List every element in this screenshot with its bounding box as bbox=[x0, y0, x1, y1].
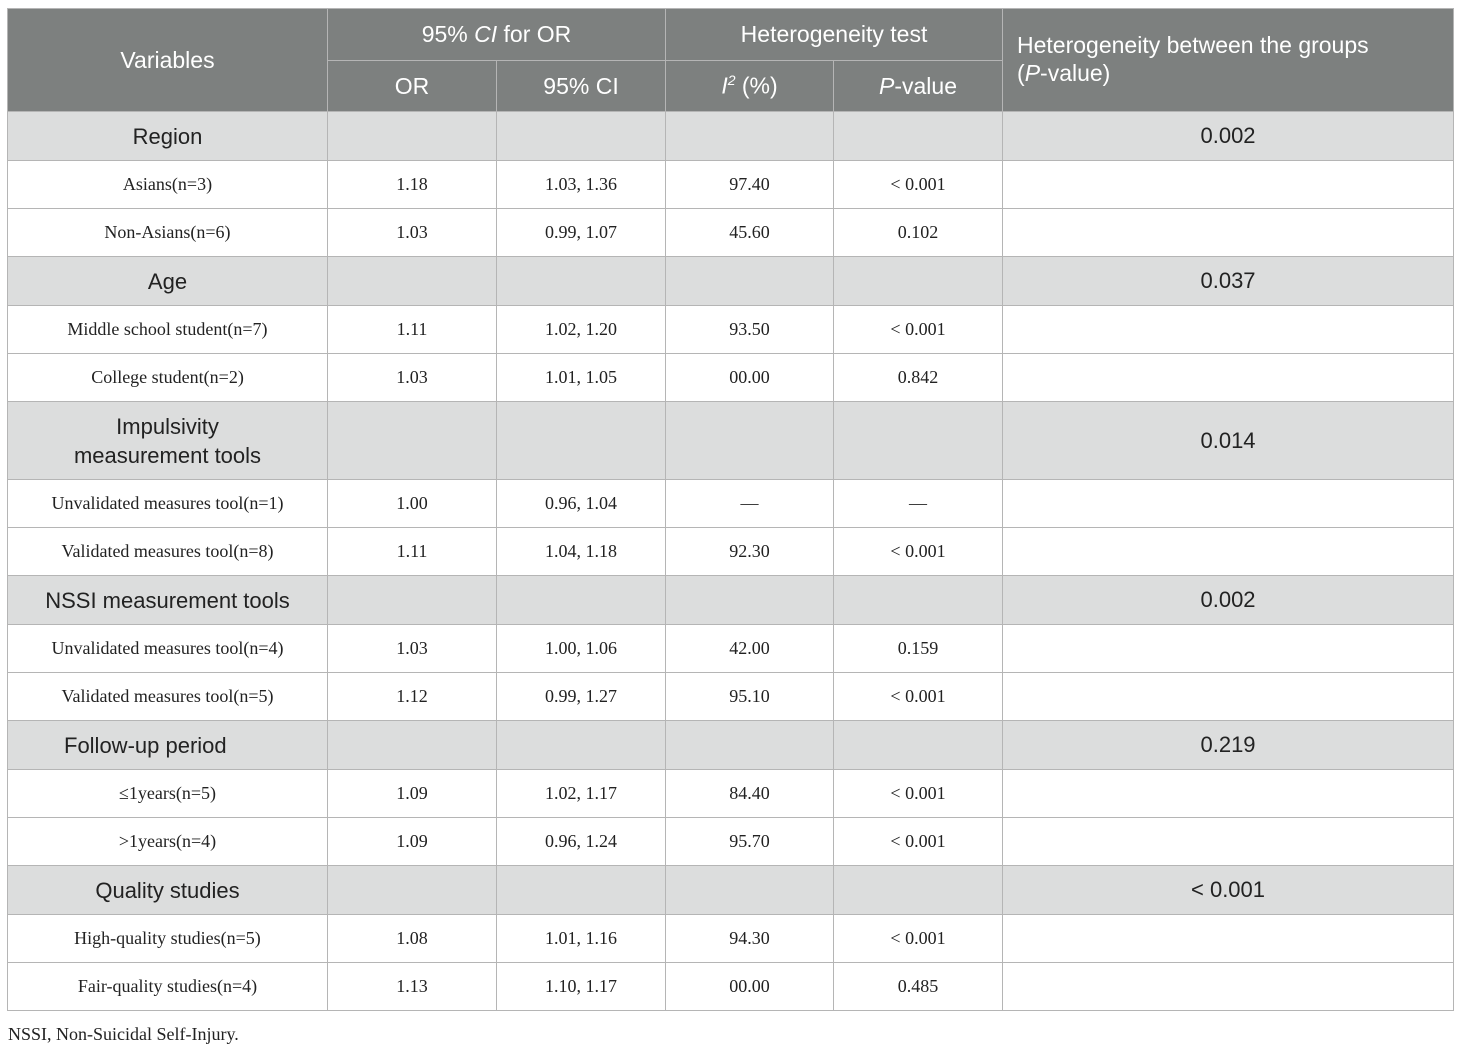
cell-variable: High-quality studies(n=5) bbox=[8, 915, 328, 963]
cell-p: — bbox=[834, 480, 1003, 528]
cell-or: 1.12 bbox=[328, 673, 497, 721]
cell-p: < 0.001 bbox=[834, 915, 1003, 963]
cell-p: < 0.001 bbox=[834, 818, 1003, 866]
cell-ci: 0.99, 1.07 bbox=[497, 209, 666, 257]
cell-or: 1.18 bbox=[328, 161, 497, 209]
group-label: Region bbox=[8, 112, 328, 161]
group-heterogeneity-p: 0.002 bbox=[1003, 112, 1454, 161]
cell-i2: 92.30 bbox=[666, 528, 834, 576]
cell-i2: 00.00 bbox=[666, 354, 834, 402]
header-95-ci: 95% CI bbox=[497, 61, 666, 112]
table-row bbox=[8, 625, 1454, 673]
cell-p: < 0.001 bbox=[834, 528, 1003, 576]
cell-ci: 1.10, 1.17 bbox=[497, 963, 666, 1011]
cell-i2: 94.30 bbox=[666, 915, 834, 963]
cell-or: 1.08 bbox=[328, 915, 497, 963]
cell-p: < 0.001 bbox=[834, 306, 1003, 354]
cell-ci: 0.96, 1.04 bbox=[497, 480, 666, 528]
cell-variable: College student(n=2) bbox=[8, 354, 328, 402]
cell-p: < 0.001 bbox=[834, 673, 1003, 721]
group-row-region bbox=[8, 112, 1454, 161]
cell-ci: 1.01, 1.05 bbox=[497, 354, 666, 402]
cell-variable: Non-Asians(n=6) bbox=[8, 209, 328, 257]
table-row bbox=[8, 480, 1454, 528]
cell-or: 1.09 bbox=[328, 818, 497, 866]
group-label: Impulsivity measurement tools bbox=[8, 402, 328, 480]
cell-or: 1.09 bbox=[328, 770, 497, 818]
cell-variable: Unvalidated measures tool(n=4) bbox=[8, 625, 328, 673]
group-row-age bbox=[8, 257, 1454, 306]
header-variables: Variables bbox=[8, 9, 328, 112]
cell-or: 1.11 bbox=[328, 528, 497, 576]
group-row-follow-up bbox=[8, 721, 1454, 770]
group-label: Quality studies bbox=[8, 866, 328, 915]
cell-i2: 00.00 bbox=[666, 963, 834, 1011]
table-row bbox=[8, 528, 1454, 576]
cell-or: 1.03 bbox=[328, 209, 497, 257]
group-row-impulsivity bbox=[8, 402, 1454, 480]
table-row bbox=[8, 770, 1454, 818]
table-row bbox=[8, 818, 1454, 866]
header-ci-for-or: 95% CI for OR bbox=[328, 9, 666, 61]
header-or: OR bbox=[328, 61, 497, 112]
cell-variable: Fair-quality studies(n=4) bbox=[8, 963, 328, 1011]
cell-i2: 97.40 bbox=[666, 161, 834, 209]
group-heterogeneity-p: 0.002 bbox=[1003, 576, 1454, 625]
subgroup-analysis-table bbox=[7, 8, 1454, 1011]
cell-or: 1.03 bbox=[328, 354, 497, 402]
cell-ci: 0.99, 1.27 bbox=[497, 673, 666, 721]
cell-ci: 1.03, 1.36 bbox=[497, 161, 666, 209]
table-row bbox=[8, 963, 1454, 1011]
table-row bbox=[8, 915, 1454, 963]
cell-i2: — bbox=[666, 480, 834, 528]
group-label: NSSI measurement tools bbox=[8, 576, 328, 625]
cell-variable: Validated measures tool(n=5) bbox=[8, 673, 328, 721]
cell-or: 1.13 bbox=[328, 963, 497, 1011]
group-row-nssi bbox=[8, 576, 1454, 625]
cell-ci: 1.00, 1.06 bbox=[497, 625, 666, 673]
cell-i2: 93.50 bbox=[666, 306, 834, 354]
group-heterogeneity-p: 0.014 bbox=[1003, 402, 1454, 480]
group-heterogeneity-p: < 0.001 bbox=[1003, 866, 1454, 915]
header-heterogeneity-between-groups: Heterogeneity between the groups (P-value) bbox=[1003, 9, 1454, 112]
cell-or: 1.11 bbox=[328, 306, 497, 354]
cell-variable: ≤1years(n=5) bbox=[8, 770, 328, 818]
header-heterogeneity-test: Heterogeneity test bbox=[666, 9, 1003, 61]
cell-variable: Asians(n=3) bbox=[8, 161, 328, 209]
cell-p: 0.485 bbox=[834, 963, 1003, 1011]
cell-variable: Validated measures tool(n=8) bbox=[8, 528, 328, 576]
cell-i2: 95.10 bbox=[666, 673, 834, 721]
cell-ci: 1.02, 1.17 bbox=[497, 770, 666, 818]
cell-ci: 1.02, 1.20 bbox=[497, 306, 666, 354]
cell-variable: >1years(n=4) bbox=[8, 818, 328, 866]
cell-i2: 84.40 bbox=[666, 770, 834, 818]
cell-i2: 95.70 bbox=[666, 818, 834, 866]
group-label: Age bbox=[8, 257, 328, 306]
table-row bbox=[8, 306, 1454, 354]
cell-i2: 45.60 bbox=[666, 209, 834, 257]
cell-ci: 1.01, 1.16 bbox=[497, 915, 666, 963]
cell-or: 1.00 bbox=[328, 480, 497, 528]
cell-or: 1.03 bbox=[328, 625, 497, 673]
header-i2: $I^2$ (%) bbox=[666, 61, 834, 112]
cell-p: 0.842 bbox=[834, 354, 1003, 402]
table-row bbox=[8, 673, 1454, 721]
group-heterogeneity-p: 0.037 bbox=[1003, 257, 1454, 306]
cell-i2: 42.00 bbox=[666, 625, 834, 673]
cell-p: 0.159 bbox=[834, 625, 1003, 673]
header-p-value: P-value bbox=[834, 61, 1003, 112]
table-row bbox=[8, 354, 1454, 402]
cell-ci: 0.96, 1.24 bbox=[497, 818, 666, 866]
cell-p: < 0.001 bbox=[834, 770, 1003, 818]
table-footnote: NSSI, Non-Suicidal Self-Injury. bbox=[8, 1024, 239, 1044]
group-label: Follow-up period bbox=[8, 721, 328, 770]
group-heterogeneity-p: 0.219 bbox=[1003, 721, 1454, 770]
cell-ci: 1.04, 1.18 bbox=[497, 528, 666, 576]
cell-variable: Unvalidated measures tool(n=1) bbox=[8, 480, 328, 528]
table-row bbox=[8, 161, 1454, 209]
cell-p: < 0.001 bbox=[834, 161, 1003, 209]
group-row-quality bbox=[8, 866, 1454, 915]
cell-variable: Middle school student(n=7) bbox=[8, 306, 328, 354]
cell-p: 0.102 bbox=[834, 209, 1003, 257]
table-row bbox=[8, 209, 1454, 257]
